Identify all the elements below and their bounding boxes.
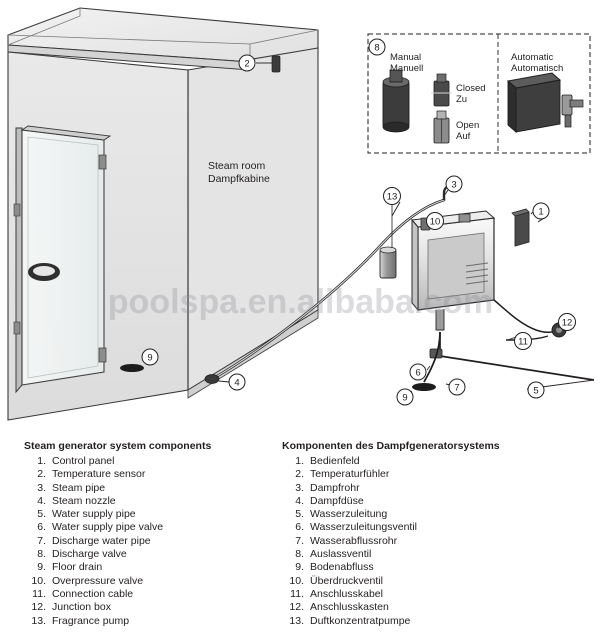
- callout-5: [528, 382, 544, 398]
- legend-item-label: Fragrance pump: [52, 614, 130, 627]
- inset-open-en: Open: [456, 120, 480, 131]
- callout-13: [384, 188, 401, 205]
- legend-item-number: 4.: [37, 494, 46, 507]
- svg-text:3: 3: [451, 179, 457, 191]
- svg-text:7: 7: [454, 382, 460, 394]
- legend-item-label: Wasserzuleitungsventil: [310, 521, 417, 534]
- inset-automatic-en: Automatic: [511, 52, 554, 63]
- inset-open-de: Auf: [456, 131, 471, 142]
- legend-item-number: 12.: [31, 601, 46, 614]
- legend-item-number: 10.: [289, 574, 304, 587]
- legend-item-number: 11.: [32, 587, 46, 600]
- svg-text:1: 1: [538, 206, 544, 218]
- legend-item-label: Temperaturfühler: [310, 468, 390, 481]
- legend-item: [282, 468, 582, 481]
- legend-item: [24, 468, 274, 481]
- legend-item: [282, 561, 582, 574]
- svg-text:6: 6: [415, 367, 421, 379]
- legend-item-number: 9.: [37, 561, 46, 574]
- callout-2: [239, 55, 255, 71]
- legend-item-label: Control panel: [52, 455, 115, 467]
- svg-text:4: 4: [234, 377, 240, 389]
- legend-item: [282, 615, 582, 628]
- inset-automatic-de: Automatisch: [511, 63, 564, 74]
- svg-text:9: 9: [402, 392, 408, 404]
- callout-7: [449, 379, 465, 395]
- callout-10: [427, 213, 444, 230]
- legend-item-label: Floor drain: [52, 561, 103, 574]
- legend-item: [24, 521, 274, 534]
- legend-item: [282, 588, 582, 601]
- legend-item: [24, 561, 274, 574]
- legend-item-label: Wasserabflussrohr: [310, 534, 398, 547]
- legend-item-number: 7.: [37, 534, 46, 547]
- callout-8: [369, 39, 385, 55]
- legend-item-number: 5.: [295, 508, 304, 521]
- legend-item-number: 6.: [295, 521, 304, 534]
- legend-item: [24, 615, 274, 628]
- legend-item-number: 3.: [37, 481, 46, 494]
- legend-title-english: Steam generator system components: [24, 440, 212, 452]
- legend-item-label: Bodenabfluss: [310, 561, 374, 574]
- legend-item-label: Steam pipe: [52, 481, 106, 494]
- svg-text:11: 11: [518, 336, 528, 348]
- inset-automatic-label: [511, 52, 563, 74]
- legend-item-number: 2.: [37, 468, 46, 481]
- legend-item-number: 13.: [31, 614, 46, 627]
- legend-item: [24, 482, 274, 495]
- legend-item-label: Discharge valve: [52, 548, 127, 561]
- watermark: poolspa.en.alibaba.com: [107, 283, 494, 321]
- legend-item: [24, 495, 274, 508]
- legend-item-label: Water supply pipe: [52, 508, 136, 521]
- legend-item-label: Connection cable: [52, 587, 134, 600]
- callout-6: [410, 364, 426, 380]
- legend-item-number: 4.: [295, 494, 304, 507]
- legend: [0, 440, 601, 643]
- legend-item-number: 8.: [37, 548, 46, 561]
- legend-item-number: 1.: [295, 455, 304, 467]
- svg-text:9: 9: [147, 352, 153, 364]
- legend-item: [282, 521, 582, 534]
- legend-list-german: [282, 455, 582, 628]
- legend-item-number: 12.: [289, 601, 304, 614]
- callout-12: [559, 314, 576, 331]
- floor-drain-inside: [120, 364, 144, 372]
- steam-nozzle: [205, 375, 229, 384]
- legend-item-label: Overpressure valve: [52, 574, 144, 587]
- legend-item-label: Discharge water pipe: [52, 534, 151, 547]
- inset-manual-de: Manuell: [390, 63, 424, 74]
- callout-3: [446, 176, 462, 192]
- callout-11: [515, 333, 532, 350]
- svg-text:2: 2: [244, 58, 250, 70]
- callout-4: [229, 374, 245, 390]
- inset-manual-label: [390, 52, 423, 74]
- inset-closed-de: Zu: [456, 94, 468, 105]
- legend-item-number: 1.: [37, 455, 46, 467]
- callout-9-outside: [397, 389, 413, 405]
- legend-item: [282, 548, 582, 561]
- manual-valve-body: [383, 70, 409, 132]
- legend-item: [282, 455, 582, 468]
- legend-item-label: Water supply pipe valve: [52, 521, 164, 534]
- legend-column-english: [24, 440, 274, 628]
- callout-1: [533, 203, 549, 219]
- legend-item: [24, 455, 274, 468]
- legend-item: [24, 588, 274, 601]
- legend-item-number: 5.: [37, 508, 46, 521]
- legend-item-label: Temperature sensor: [52, 468, 146, 481]
- inset-open-label: [456, 120, 479, 142]
- inset-closed-en: Closed: [456, 83, 486, 94]
- legend-item: [282, 482, 582, 495]
- control-panel: [512, 209, 533, 246]
- legend-item-number: 7.: [295, 534, 304, 547]
- legend-item-number: 3.: [295, 481, 304, 494]
- legend-item: [282, 508, 582, 521]
- legend-item-number: 2.: [295, 468, 304, 481]
- legend-item-label: Steam nozzle: [52, 494, 116, 507]
- discharge-water-pipe: [424, 332, 455, 386]
- legend-item: [282, 495, 582, 508]
- callout-8-text: 8: [374, 42, 380, 54]
- svg-text:5: 5: [533, 385, 539, 397]
- legend-item-label: Anschlusskasten: [310, 601, 389, 614]
- legend-item-label: Auslassventil: [310, 548, 372, 561]
- legend-item-number: 11.: [290, 587, 304, 600]
- legend-item-label: Überdruckventil: [310, 574, 383, 587]
- legend-item-number: 8.: [295, 548, 304, 561]
- svg-text:12: 12: [561, 317, 573, 329]
- legend-item-number: 6.: [37, 521, 46, 534]
- legend-column-german: [282, 440, 582, 628]
- inset-manual-en: Manual: [390, 52, 422, 63]
- legend-item-number: 9.: [295, 561, 304, 574]
- svg-text:13: 13: [386, 191, 398, 203]
- steam-room-label-de: Dampfkabine: [208, 173, 270, 185]
- legend-item-number: 10.: [31, 574, 46, 587]
- legend-item: [24, 601, 274, 614]
- legend-item-label: Anschlusskabel: [310, 587, 383, 600]
- legend-item-label: Duftkonzentratpumpe: [310, 614, 411, 627]
- inset-closed-label: [456, 83, 486, 105]
- legend-item: [24, 575, 274, 588]
- legend-item: [282, 601, 582, 614]
- legend-item-label: Dampfdüse: [310, 494, 364, 507]
- steam-room-label-en: Steam room: [208, 160, 266, 172]
- legend-item: [24, 548, 274, 561]
- legend-item-label: Dampfrohr: [310, 481, 360, 494]
- legend-item: [282, 535, 582, 548]
- legend-item: [24, 508, 274, 521]
- legend-item: [282, 575, 582, 588]
- steam-room-label: [208, 160, 270, 186]
- callout-9-inside: [142, 349, 158, 365]
- legend-list-english: [24, 455, 274, 628]
- legend-item-number: 13.: [289, 614, 304, 627]
- legend-item-label: Wasserzuleitung: [310, 508, 388, 521]
- fragrance-pump: [380, 204, 396, 278]
- steam-room-door: [14, 126, 110, 392]
- legend-item-label: Bedienfeld: [310, 455, 360, 467]
- door-handle: [28, 263, 60, 281]
- legend-item: [24, 535, 274, 548]
- legend-item-label: Junction box: [52, 601, 111, 614]
- legend-title-german: Komponenten des Dampfgeneratorsystems: [282, 440, 500, 452]
- svg-text:10: 10: [429, 216, 441, 228]
